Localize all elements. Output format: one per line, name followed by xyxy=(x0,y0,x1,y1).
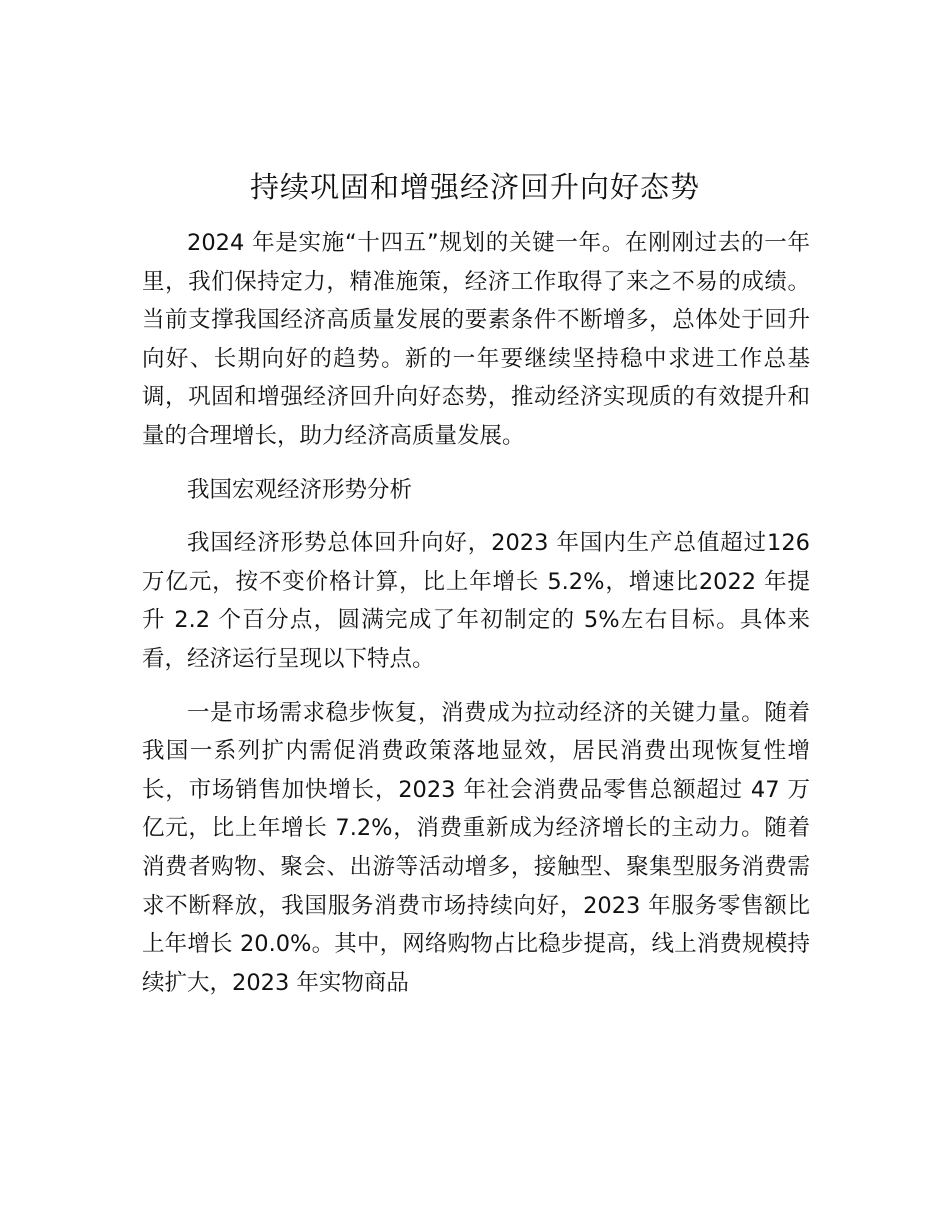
document-body xyxy=(142,224,810,1002)
paragraph-consumption: 一是市场需求稳步恢复，消费成为拉动经济的关键力量。随着我国一系列扩内需促消费政策落地显效，居民消费出现恢复性增长，市场销售加快增长，2023 年社会消费品零售总额超过 47 万亿元，比上年增长 7.2%，消费重新成为经济增长的主动力。随着消费者购物、聚会、出游等活动增多，接触型、聚集型服务消费需求不断释放，我国服务消费市场持续向好，2023 年服务零售额比上年增长 20.0%。其中，网络购物占比稳步提高，线上消费规模持续扩大，2023 年实物商品 xyxy=(142,699,810,996)
document-title: 持续巩固和增强经济回升向好态势 xyxy=(249,170,700,204)
paragraph-intro: 2024 年是实施“十四五”规划的关键一年。在刚刚过去的一年里，我们保持定力，精准施策，经济工作取得了来之不易的成绩。当前支撑我国经济高质量发展的要素条件不断增多，总体处于回升向好、长期向好的趋势。新的一年要继续坚持稳中求进工作总基调，巩固和增强经济回升向好态势，推动经济实现质的有效提升和量的合理增长，助力经济高质量发展。 xyxy=(142,230,810,449)
paragraph-overview: 我国经济形势总体回升向好，2023 年国内生产总值超过126 万亿元，按不变价格计算，比上年增长 5.2%，增速比2022 年提升 2.2 个百分点，圆满完成了年初制定的 5%左右目标。具体来看，经济运行呈现以下特点。 xyxy=(142,530,810,672)
section-heading: 我国宏观经济形势分析 xyxy=(187,476,413,503)
